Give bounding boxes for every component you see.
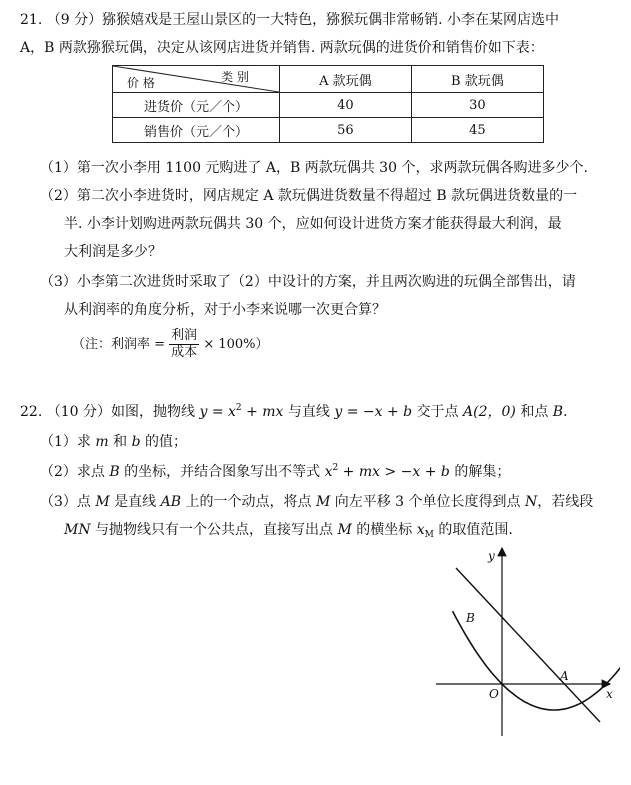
q22-part1-text: （1）求 [40,434,91,450]
q21-part2-line3: 大利润是多少？ [64,244,162,260]
q22-part3-text: 的取值范围. [438,522,513,538]
q21-part2-line2: 半. 小李计划购进两款玩偶共 30 个，应如何设计进货方案才能获得最大利润，最 [64,216,562,232]
q22-part3-text: 与抛物线只有一个公共点，直接写出点 [95,522,334,538]
fraction-denominator: 成本 [171,345,198,360]
var-x-m-subscript: M [424,530,434,540]
table-header-row [113,66,544,93]
var-b: b [131,434,141,450]
q22-part3-text: ，若线段 [537,494,594,510]
q22-number: 22. [20,404,43,420]
q21-number: 21. [20,12,43,28]
point-a-coordinates: A(2，0) [463,404,516,420]
column-header-a: A 款玩偶 [280,66,412,93]
q21-intro-line1 [20,10,559,30]
q22-part2-text: 的解集； [454,464,511,480]
q22-part1 [40,432,187,452]
q21-part3-line1: （3）小李第二次进货时采取了（2）中设计的方案，并且两次购进的玩偶全部售出，请 [40,274,576,290]
line-equation: y = −x + b [334,404,413,420]
header-category-label: 类 别 [221,70,249,84]
parabola-rhs: = x [211,404,236,420]
table-row [113,93,544,118]
note-prefix: （注：利润率 = [72,337,166,352]
fraction-numerator: 利润 [171,328,198,343]
parabola-tail: + mx [246,404,284,420]
header-price-label: 价 格 [127,76,155,90]
q22-part3-line2 [64,520,513,540]
var-x: x [324,464,333,480]
q22-intro [20,402,568,422]
q22-part2 [40,462,510,482]
table-row [113,118,544,143]
cell-a: 40 [280,93,412,118]
cell-b: 30 [411,93,543,118]
function-graph [430,540,620,740]
point-a-label: A [560,669,569,683]
q22-part3-text: 上的一个动点，将点 [185,494,312,510]
q22-intro-text: 交于点 [416,404,459,420]
var-B: B [109,464,120,480]
cell-a: 56 [280,118,412,143]
var-N: N [525,494,538,510]
q22-intro-text: 与直线 [287,404,330,420]
inequality: + mx > −x + b [342,464,450,480]
row-label: 销售价（元／个） [113,118,280,143]
q22-part3-text: 的横坐标 [356,522,413,538]
table-corner-cell [113,66,280,93]
profit-rate-fraction [169,328,199,361]
parabola-exponent: 2 [235,403,242,413]
y-axis-label: y [488,549,495,563]
q22-intro-text: 和点 [520,404,549,420]
q22-part1-text: 的值； [144,434,187,450]
q21-note [72,328,269,361]
var-m: m [95,434,109,450]
q21-intro-line2: A，B 两款猕猴玩偶，决定从该网店进货并销售. 两款玩偶的进货价和销售价如下表： [20,40,544,56]
var-x-m: x [416,522,425,538]
price-table [112,65,544,143]
point-b-label: B. [552,404,568,420]
inequality-exponent: 2 [332,463,339,473]
var-M: M [95,494,110,510]
q22-part2-text: （2）求点 [40,464,105,480]
q21-intro-text1: 猕猴嬉戏是王屋山景区的一大特色，猕猴玩偶非常畅销. 小李在某网店选中 [102,12,559,28]
q21-part1: （1）第一次小李用 1100 元购进了 A，B 两款玩偶共 30 个，求两款玩偶各购进多少个. [40,160,588,176]
cell-b: 45 [411,118,543,143]
parabola-var-y: y [199,404,208,420]
q22-part3-text: 向左平移 3 个单位长度得到点 [334,494,521,510]
x-axis-label: x [606,687,613,701]
note-suffix: × 100%） [203,337,269,352]
parabola-curve [453,611,620,710]
var-M: M [315,494,331,510]
q22-part1-text: 和 [113,434,128,450]
point-b-label: B [466,611,475,625]
q22-part3-line1 [40,492,593,512]
q21-part3-line2: 从利润率的角度分析，对于小李来说哪一次更合算？ [64,302,386,318]
line-ab [456,568,600,722]
q22-points: （10 分） [46,404,111,420]
q22-part3-text: 是直线 [114,494,157,510]
var-M: M [337,522,352,538]
var-MN: MN [64,522,91,538]
q22-part3-text: （3）点 [40,494,91,510]
column-header-b: B 款玩偶 [411,66,543,93]
q22-intro-text: 如图，抛物线 [110,404,195,420]
q21-part2-line1: （2）第二次小李进货时，网店规定 A 款玩偶进货数量不得超过 B 款玩偶进货数量的一 [40,188,578,204]
q22-part2-text: 的坐标，并结合图象写出不等式 [124,464,321,480]
origin-label: O [489,687,499,701]
row-label: 进货价（元／个） [113,93,280,118]
var-AB: AB [160,494,182,510]
q21-points: （9 分） [46,12,103,28]
